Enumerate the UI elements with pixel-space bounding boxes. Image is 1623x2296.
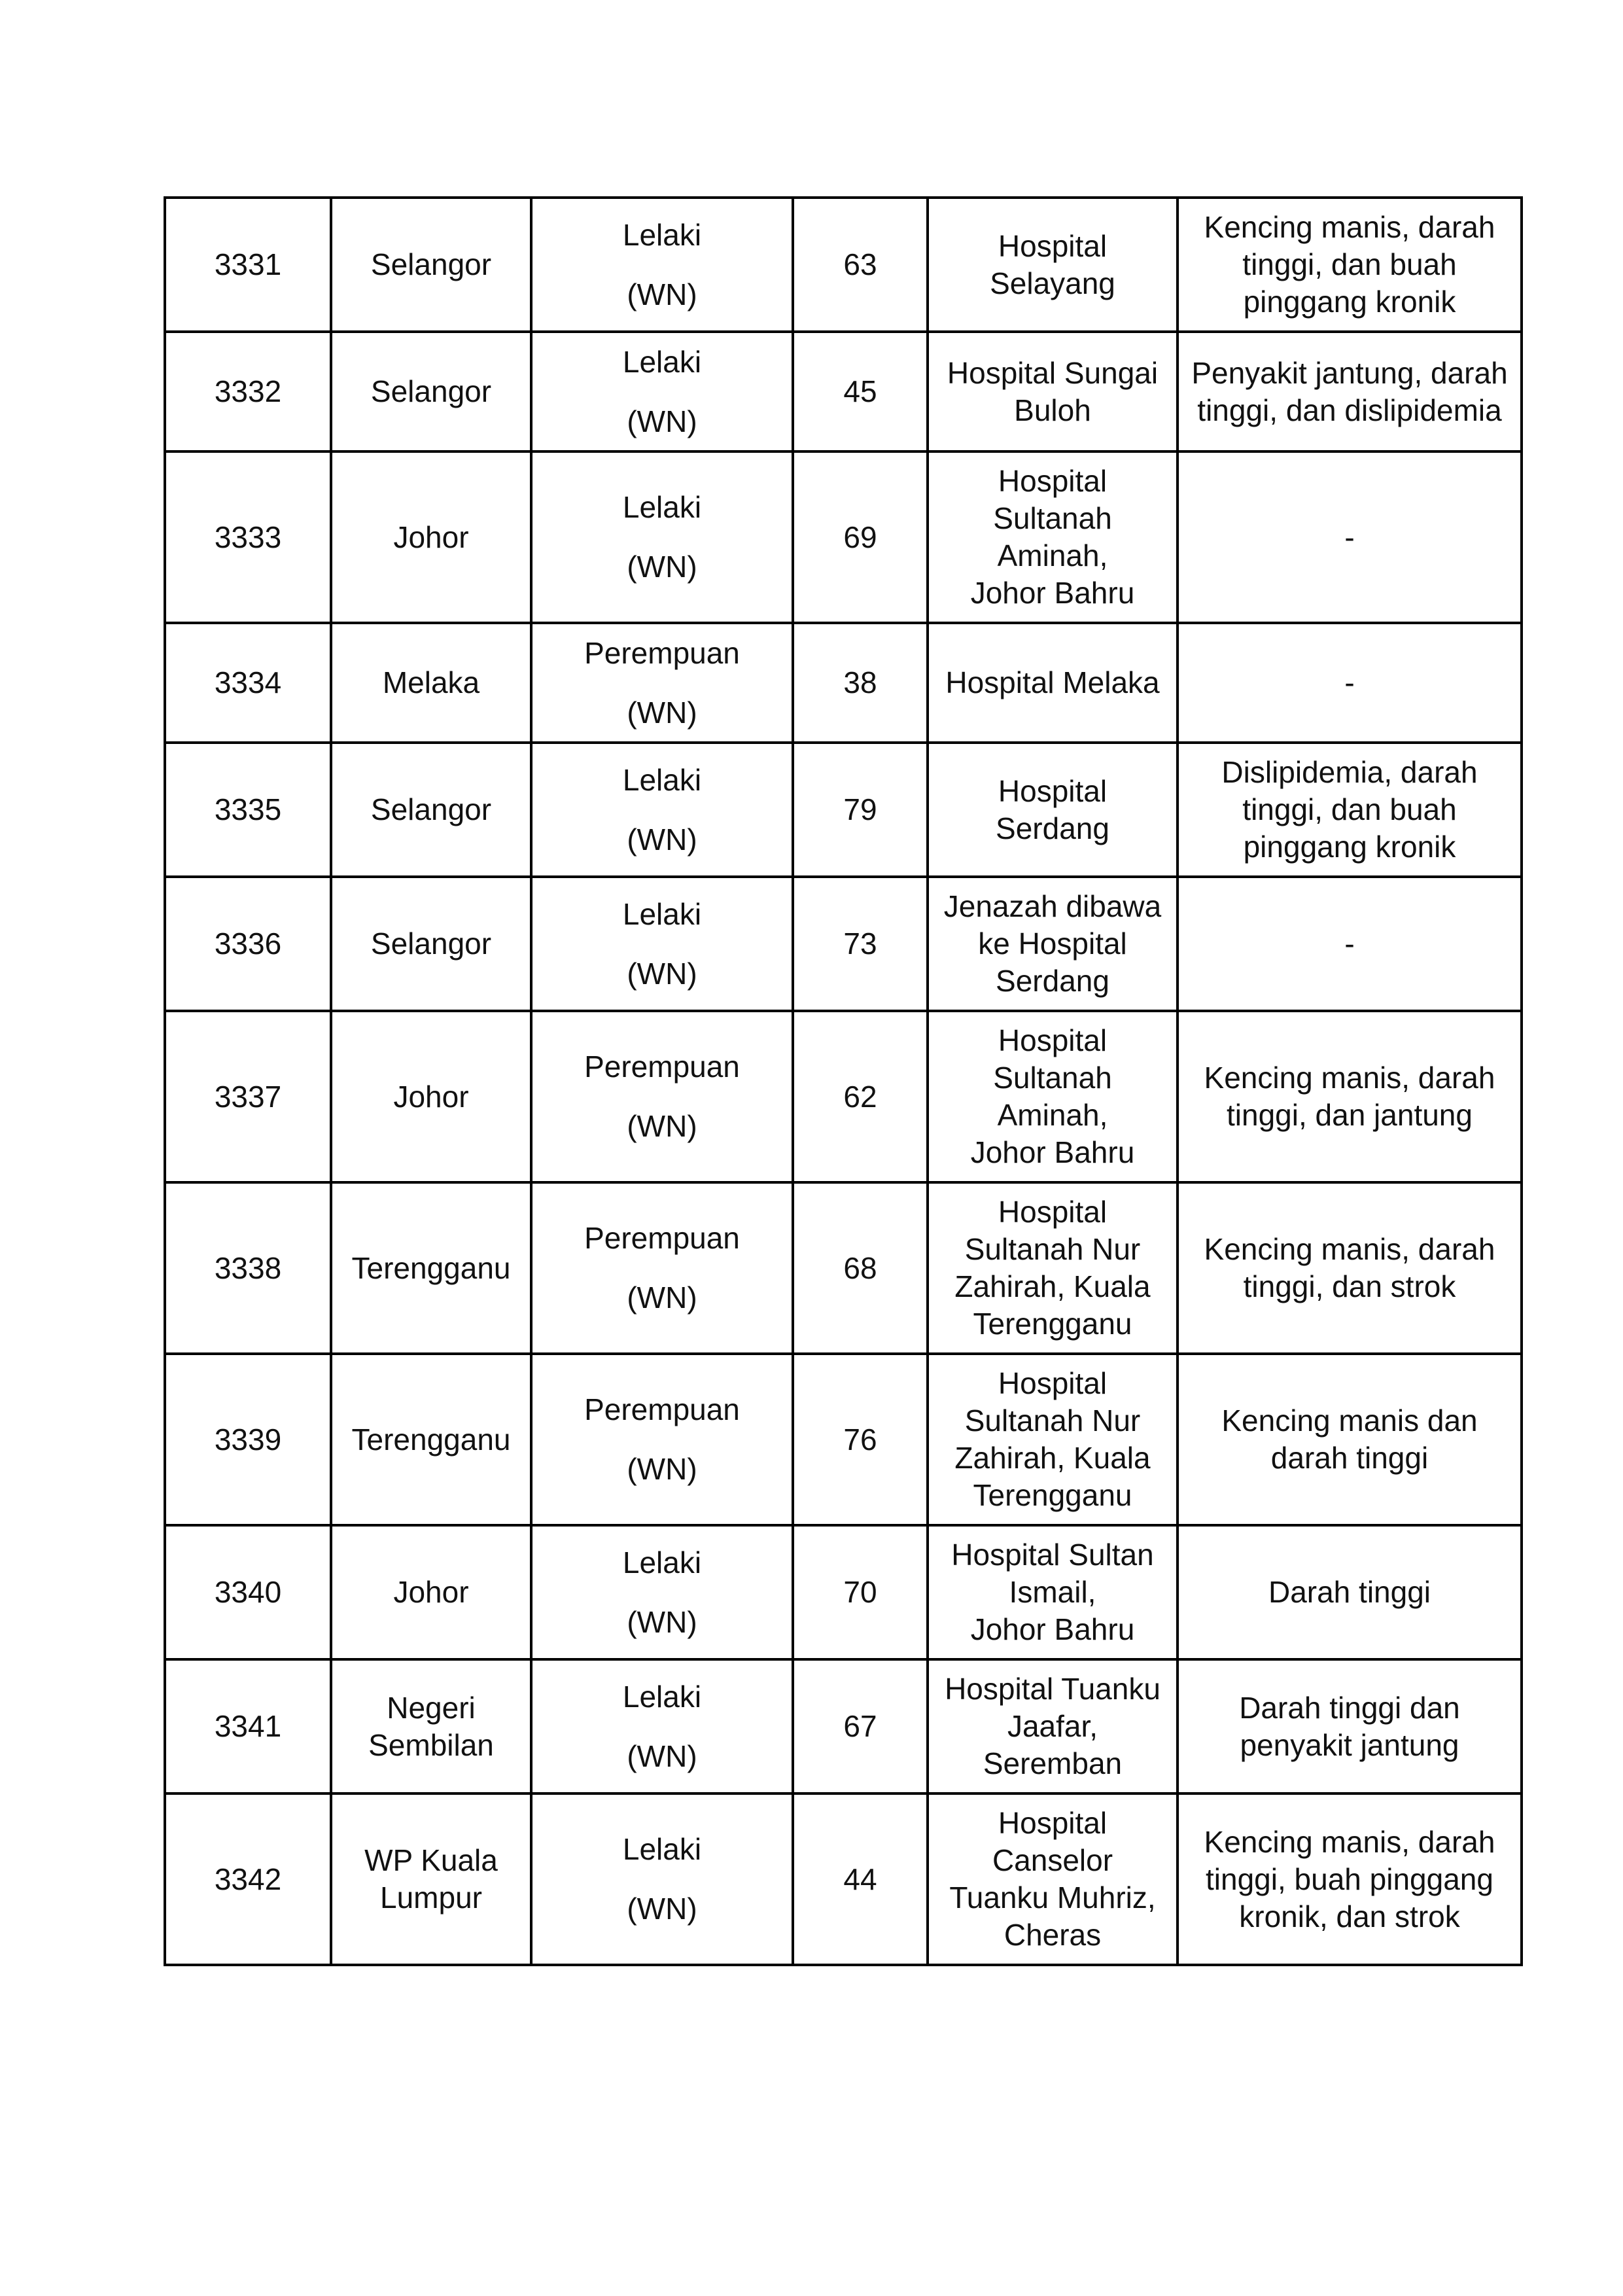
case-number: 3342 xyxy=(214,1862,282,1896)
gender-cell xyxy=(531,1793,793,1965)
state: Selangor xyxy=(370,247,492,281)
table-row xyxy=(165,1525,1522,1659)
hospital-cell xyxy=(928,198,1178,332)
nationality: (WN) xyxy=(627,1604,697,1639)
state: Johor xyxy=(393,520,469,554)
gender-cell xyxy=(531,1354,793,1525)
gender: Lelaki xyxy=(622,1832,702,1866)
table-row xyxy=(165,332,1522,451)
nationality: (WN) xyxy=(627,550,697,584)
gender-cell xyxy=(531,332,793,451)
comorbidity-cell xyxy=(1178,623,1522,743)
state-cell xyxy=(331,1182,531,1354)
age-cell xyxy=(793,1354,928,1525)
comorbidity: Kencing manis, darah tinggi, dan jantung xyxy=(1204,1061,1495,1132)
case-number-cell xyxy=(165,1525,331,1659)
state-cell xyxy=(331,198,531,332)
state-cell xyxy=(331,1525,531,1659)
comorbidity-cell xyxy=(1178,332,1522,451)
age: 79 xyxy=(843,792,877,826)
hospital-cell xyxy=(928,1011,1178,1182)
comorbidity: Kencing manis, darah tinggi, dan strok xyxy=(1204,1232,1495,1303)
case-number-cell xyxy=(165,1793,331,1965)
age-cell xyxy=(793,877,928,1011)
gender: Lelaki xyxy=(622,344,702,379)
case-number-cell xyxy=(165,877,331,1011)
case-table-body xyxy=(165,198,1522,1965)
case-number: 3334 xyxy=(214,665,282,699)
comorbidity: - xyxy=(1344,665,1355,699)
age-cell xyxy=(793,1011,928,1182)
age: 62 xyxy=(843,1079,877,1114)
comorbidity: Kencing manis, darah tinggi, buah pinggang kronik, dan strok xyxy=(1204,1824,1495,1934)
table-row xyxy=(165,1011,1522,1182)
table-row xyxy=(165,198,1522,332)
gender: Perempuan xyxy=(584,1221,740,1255)
case-number: 3337 xyxy=(214,1079,282,1114)
comorbidity: - xyxy=(1344,520,1355,554)
age: 67 xyxy=(843,1709,877,1743)
case-number-cell xyxy=(165,623,331,743)
state-cell xyxy=(331,623,531,743)
case-number-cell xyxy=(165,198,331,332)
hospital: Hospital Sultanah Aminah, Johor Bahru xyxy=(970,464,1135,610)
age-cell xyxy=(793,198,928,332)
case-number: 3339 xyxy=(214,1422,282,1457)
state: Melaka xyxy=(382,665,480,699)
state-cell xyxy=(331,877,531,1011)
case-number: 3341 xyxy=(214,1709,282,1743)
nationality: (WN) xyxy=(627,277,697,311)
table-row xyxy=(165,1182,1522,1354)
hospital: Hospital Melaka xyxy=(945,665,1160,699)
case-number-cell xyxy=(165,1354,331,1525)
age-cell xyxy=(793,1659,928,1793)
gender-cell xyxy=(531,1659,793,1793)
state-cell xyxy=(331,1793,531,1965)
comorbidity: Dislipidemia, darah tinggi, dan buah pinggang kronik xyxy=(1221,755,1478,864)
hospital: Jenazah dibawa ke Hospital Serdang xyxy=(943,889,1162,998)
gender: Lelaki xyxy=(622,217,702,252)
table-row xyxy=(165,451,1522,623)
case-table xyxy=(164,196,1523,1966)
state-cell xyxy=(331,451,531,623)
case-number-cell xyxy=(165,332,331,451)
hospital-cell xyxy=(928,743,1178,877)
nationality: (WN) xyxy=(627,956,697,991)
comorbidity: Kencing manis dan darah tinggi xyxy=(1221,1404,1478,1475)
comorbidity-cell xyxy=(1178,1525,1522,1659)
case-number-cell xyxy=(165,743,331,877)
age: 63 xyxy=(843,247,877,281)
comorbidity: Penyakit jantung, darah tinggi, dan dislipidemia xyxy=(1191,355,1508,427)
age-cell xyxy=(793,332,928,451)
gender-cell xyxy=(531,1525,793,1659)
state: Selangor xyxy=(370,374,492,408)
gender: Lelaki xyxy=(622,1679,702,1714)
comorbidity: - xyxy=(1344,927,1355,961)
table-row xyxy=(165,1793,1522,1965)
age-cell xyxy=(793,623,928,743)
comorbidity-cell xyxy=(1178,1793,1522,1965)
nationality: (WN) xyxy=(627,404,697,438)
comorbidity: Darah tinggi xyxy=(1268,1575,1431,1609)
hospital: Hospital Selayang xyxy=(990,228,1115,300)
hospital: Hospital Tuanku Jaafar, Seremban xyxy=(945,1672,1161,1780)
case-number: 3340 xyxy=(214,1575,282,1609)
gender: Perempuan xyxy=(584,1392,740,1426)
age: 68 xyxy=(843,1250,877,1285)
state: Johor xyxy=(393,1575,469,1609)
state-cell xyxy=(331,743,531,877)
state: Terengganu xyxy=(351,1250,511,1285)
age-cell xyxy=(793,1793,928,1965)
gender: Lelaki xyxy=(622,896,702,931)
age-cell xyxy=(793,1525,928,1659)
age-cell xyxy=(793,451,928,623)
case-number-cell xyxy=(165,1182,331,1354)
gender: Lelaki xyxy=(622,1545,702,1580)
hospital-cell xyxy=(928,1354,1178,1525)
comorbidity-cell xyxy=(1178,451,1522,623)
nationality: (WN) xyxy=(627,1452,697,1486)
case-number: 3336 xyxy=(214,927,282,961)
state: Selangor xyxy=(370,792,492,826)
nationality: (WN) xyxy=(627,822,697,857)
table-row xyxy=(165,1354,1522,1525)
hospital: Hospital Sultanah Aminah, Johor Bahru xyxy=(970,1023,1135,1169)
nationality: (WN) xyxy=(627,1109,697,1143)
case-number: 3335 xyxy=(214,792,282,826)
gender: Lelaki xyxy=(622,762,702,797)
gender: Perempuan xyxy=(584,635,740,670)
age-cell xyxy=(793,743,928,877)
state: WP Kuala Lumpur xyxy=(364,1843,498,1915)
case-number-cell xyxy=(165,1011,331,1182)
case-number-cell xyxy=(165,1659,331,1793)
age: 73 xyxy=(843,927,877,961)
nationality: (WN) xyxy=(627,1739,697,1773)
state-cell xyxy=(331,1354,531,1525)
state: Johor xyxy=(393,1079,469,1114)
table-row xyxy=(165,877,1522,1011)
age: 38 xyxy=(843,665,877,699)
hospital-cell xyxy=(928,1659,1178,1793)
hospital: Hospital Sungai Buloh xyxy=(947,355,1159,427)
table-row xyxy=(165,623,1522,743)
state-cell xyxy=(331,332,531,451)
hospital-cell xyxy=(928,451,1178,623)
age-cell xyxy=(793,1182,928,1354)
age: 45 xyxy=(843,374,877,408)
gender-cell xyxy=(531,198,793,332)
hospital: Hospital Sultanah Nur Zahirah, Kuala Terengganu xyxy=(954,1366,1151,1512)
gender-cell xyxy=(531,623,793,743)
gender: Perempuan xyxy=(584,1050,740,1084)
state-cell xyxy=(331,1011,531,1182)
hospital: Hospital Sultan Ismail, Johor Bahru xyxy=(951,1538,1154,1646)
hospital: Hospital Sultanah Nur Zahirah, Kuala Terengganu xyxy=(954,1195,1151,1341)
comorbidity: Kencing manis, darah tinggi, dan buah pinggang kronik xyxy=(1204,210,1495,319)
case-number: 3333 xyxy=(214,520,282,554)
comorbidity-cell xyxy=(1178,743,1522,877)
age: 44 xyxy=(843,1862,877,1896)
case-number-cell xyxy=(165,451,331,623)
comorbidity-cell xyxy=(1178,877,1522,1011)
case-number: 3331 xyxy=(214,247,282,281)
comorbidity: Darah tinggi dan penyakit jantung xyxy=(1239,1690,1460,1762)
hospital: Hospital Serdang xyxy=(996,773,1109,845)
state-cell xyxy=(331,1659,531,1793)
gender-cell xyxy=(531,743,793,877)
hospital-cell xyxy=(928,877,1178,1011)
state: Selangor xyxy=(370,927,492,961)
nationality: (WN) xyxy=(627,1892,697,1926)
gender-cell xyxy=(531,451,793,623)
comorbidity-cell xyxy=(1178,1182,1522,1354)
comorbidity-cell xyxy=(1178,1011,1522,1182)
state: Negeri Sembilan xyxy=(368,1690,494,1762)
hospital-cell xyxy=(928,332,1178,451)
hospital-cell xyxy=(928,1525,1178,1659)
hospital-cell xyxy=(928,1182,1178,1354)
hospital: Hospital Canselor Tuanku Muhriz, Cheras xyxy=(949,1806,1156,1952)
hospital-cell xyxy=(928,1793,1178,1965)
case-number: 3338 xyxy=(214,1250,282,1285)
case-number: 3332 xyxy=(214,374,282,408)
gender-cell xyxy=(531,877,793,1011)
gender-cell xyxy=(531,1011,793,1182)
nationality: (WN) xyxy=(627,695,697,730)
nationality: (WN) xyxy=(627,1280,697,1315)
comorbidity-cell xyxy=(1178,1659,1522,1793)
hospital-cell xyxy=(928,623,1178,743)
age: 70 xyxy=(843,1575,877,1609)
table-row xyxy=(165,1659,1522,1793)
gender-cell xyxy=(531,1182,793,1354)
comorbidity-cell xyxy=(1178,198,1522,332)
comorbidity-cell xyxy=(1178,1354,1522,1525)
age: 76 xyxy=(843,1422,877,1457)
gender: Lelaki xyxy=(622,490,702,524)
table-row xyxy=(165,743,1522,877)
state: Terengganu xyxy=(351,1422,511,1457)
age: 69 xyxy=(843,520,877,554)
